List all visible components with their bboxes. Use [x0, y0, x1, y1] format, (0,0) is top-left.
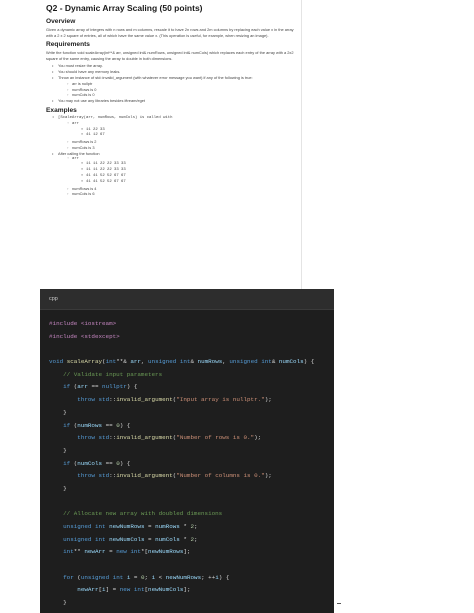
- requirement-item: • Throw an instance of std::invalid_argument (with whatever error message you want) if any of the following is true:: [46, 75, 295, 81]
- array-row: ▪ 11 11 22 22 33 33: [46, 162, 295, 168]
- code-line: }: [49, 408, 67, 416]
- code-line: #include <stdexcept>: [49, 332, 120, 340]
- code-line: newArr[i] = new int[newNumCols];: [77, 586, 191, 594]
- array-row: ▪ 41 41 52 52 67 67: [46, 180, 295, 186]
- throw-condition: ◦ arr is nullptr: [46, 81, 295, 87]
- arr-label: ◦ arr: [46, 157, 295, 163]
- numcols-before: ◦ numCols is 3: [46, 145, 295, 151]
- throw-condition: ◦ numCols is 0: [46, 92, 295, 98]
- code-line: void scaleArray(int**& arr, unsigned int& numRows, unsigned int& numCols) {: [49, 358, 315, 366]
- code-line: if (arr == nullptr) {: [63, 383, 138, 391]
- code-line: throw std::invalid_argument("Input array is nullptr.");: [77, 396, 272, 404]
- requirements-list: [46, 63, 295, 104]
- code-line: #include <iostream>: [49, 320, 117, 327]
- code-line: unsigned int newNumRows = numRows * 2;: [63, 523, 198, 530]
- code-line: throw std::invalid_argument("Number of columns is 0.");: [77, 472, 272, 480]
- code-line: [49, 496, 334, 509]
- after-label: • After calling the function: [46, 151, 295, 157]
- numrows-after: ◦ numRows is 4: [46, 186, 295, 192]
- code-language-label: cpp: [40, 289, 334, 310]
- code-line: }: [49, 599, 67, 607]
- array-row: ▪ 41 12 67: [46, 133, 295, 139]
- code-block: [40, 289, 334, 613]
- array-row: ▪ 11 22 33: [46, 128, 295, 134]
- requirements-text: Write the function void scaleArray(int**& arr, unsigned int& numRows, unsigned int& numCols) which replaces each entry of the array with a 2x2 square of the same entry, causing the array to double in both dimensions.: [46, 50, 294, 61]
- code-line: unsigned int newNumCols = numCols * 2;: [63, 535, 198, 543]
- code-line: // Validate input parameters: [63, 370, 163, 378]
- question-document: [40, 0, 302, 289]
- code-area: [40, 310, 334, 610]
- code-line: if (numRows == 0) {: [63, 421, 131, 429]
- requirement-item: • You may not use any libraries besides iftream/eget: [46, 98, 295, 104]
- array-row: ▪ 41 41 52 52 67 67: [46, 174, 295, 180]
- divider-mark: [337, 603, 341, 604]
- example-call: • [ScaleArray(arr, numRows, numCols) is called with: [46, 116, 295, 122]
- requirement-item: • You must resize the array.: [46, 63, 295, 69]
- examples-list: [46, 116, 295, 197]
- numcols-after: ◦ numCols is 6: [46, 191, 295, 197]
- code-line: throw std::invalid_argument("Number of rows is 0.");: [77, 434, 262, 442]
- code-line: int** newArr = new int*[newNumRows];: [63, 548, 191, 556]
- overview-text: Given a dynamic array of integers with n rows and m columns, rescale it to have 2n rows and 2m columns by replacing each value x in the array with a 2 x 2 square of entries, all of which have the same value x. (This operation is useful, for example, when resizing an image).: [46, 27, 294, 38]
- throw-condition: ◦ numRows is 0: [46, 87, 295, 93]
- code-line: for (unsigned int i = 0; i < newNumRows; ++i) {: [63, 573, 230, 581]
- requirements-heading: Requirements: [46, 41, 90, 49]
- overview-heading: Overview: [46, 18, 76, 25]
- code-line: }: [49, 484, 67, 492]
- requirement-item: • You should have any memory leaks.: [46, 69, 295, 75]
- array-row: ▪ 11 11 22 22 33 33: [46, 168, 295, 174]
- code-line: if (numCols == 0) {: [63, 459, 131, 467]
- question-title: Q2 - Dynamic Array Scaling (50 points): [46, 3, 203, 13]
- code-line: }: [49, 446, 67, 454]
- arr-label: ◦ arr: [46, 122, 295, 128]
- code-line: [49, 559, 334, 572]
- examples-heading: Examples: [46, 106, 77, 114]
- numrows-before: ◦ numRows is 2: [46, 139, 295, 145]
- code-line: [49, 343, 334, 356]
- code-line: // Allocate new array with doubled dimensions: [63, 510, 223, 518]
